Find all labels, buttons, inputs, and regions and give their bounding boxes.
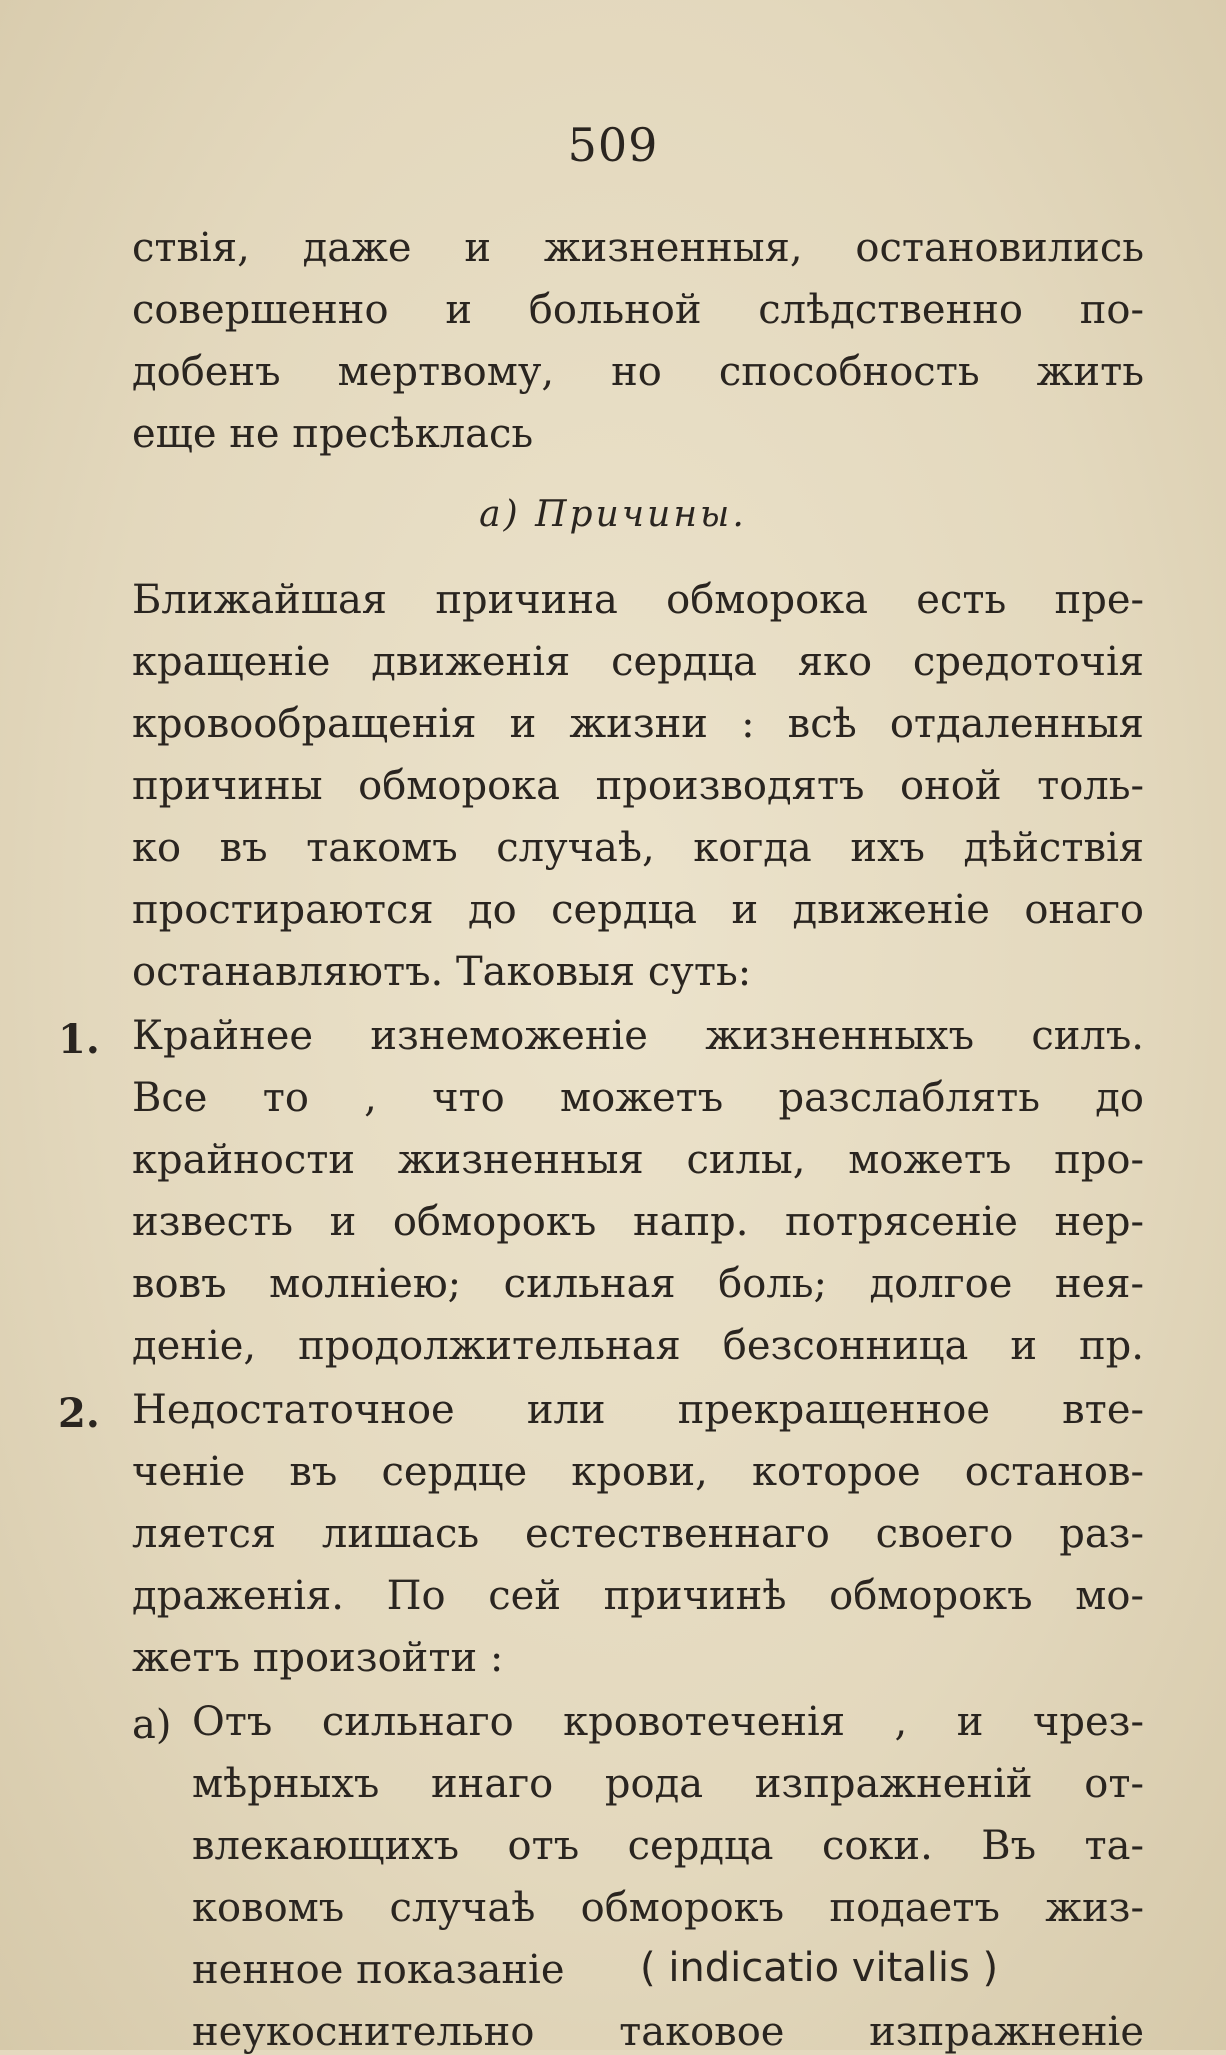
list-item-line: известь и обморокъ напр. потрясеніе нер- <box>132 1199 1144 1245</box>
sub-item-line: влекающихъ отъ сердца соки. Въ та- <box>192 1823 1144 1869</box>
sub-item-line: ненное показаніе <box>192 1947 565 1993</box>
paragraph-line: ко въ такомъ случаѣ, когда ихъ дѣйствія <box>132 825 1144 871</box>
list-item-line: Все то , что можетъ разслаблять до <box>132 1075 1144 1121</box>
paragraph-line: кращеніе движенія сердца яко средоточія <box>132 639 1144 685</box>
list-item-line: драженія. По сей причинѣ обморокъ мо- <box>132 1573 1144 1619</box>
text-line: добенъ мертвому, но способность жить <box>132 349 1144 395</box>
latin-term: ( indicatio vitalis ) <box>640 1945 999 1991</box>
item-number: 1. <box>58 1016 100 1063</box>
list-item-line: ляется лишась естественнаго своего раз- <box>132 1511 1144 1557</box>
text-line: еще не пресѣклась <box>132 411 534 457</box>
section-heading: а) Причины. <box>479 494 747 535</box>
list-item-line: крайности жизненныя силы, можетъ про- <box>132 1137 1144 1183</box>
paragraph-line: останавляютъ. Таковыя суть: <box>132 949 752 995</box>
sub-item-line: Отъ сильнаго кровотеченія , и чрез- <box>192 1699 1144 1745</box>
list-item-line: Крайнее изнеможеніе жизненныхъ силъ. <box>132 1013 1144 1059</box>
paragraph-line: причины обморока производятъ оной толь- <box>132 763 1144 809</box>
sub-item-line: мѣрныхъ инаго рода изпражненій от- <box>192 1761 1144 1807</box>
text-line: совершенно и больной слѣдственно по- <box>132 287 1144 333</box>
sub-item-label: а) <box>132 1702 172 1748</box>
item-number: 2. <box>58 1390 100 1437</box>
paragraph-line: Ближайшая причина обморока есть пре- <box>132 577 1144 623</box>
list-item-line: деніе, продолжительная безсонница и пр. <box>132 1323 1144 1369</box>
list-item-line: жетъ произойти : <box>132 1635 504 1681</box>
sub-item-line: неукоснительно таковое изпражненіе <box>192 2009 1144 2055</box>
paragraph-line: простираются до сердца и движеніе онаго <box>132 887 1144 933</box>
sub-item-line: ковомъ случаѣ обморокъ подаетъ жиз- <box>192 1885 1144 1931</box>
page-number: 509 <box>567 118 659 172</box>
list-item-line: вовъ молніею; сильная боль; долгое нея- <box>132 1261 1144 1307</box>
paragraph-line: кровообращенія и жизни : всѣ отдаленныя <box>132 701 1144 747</box>
text-line: ствія, даже и жизненныя, остановились <box>132 225 1144 271</box>
list-item-line: Недостаточное или прекращенное вте- <box>132 1387 1144 1433</box>
list-item-line: ченіе въ сердце крови, которое останов- <box>132 1449 1144 1495</box>
